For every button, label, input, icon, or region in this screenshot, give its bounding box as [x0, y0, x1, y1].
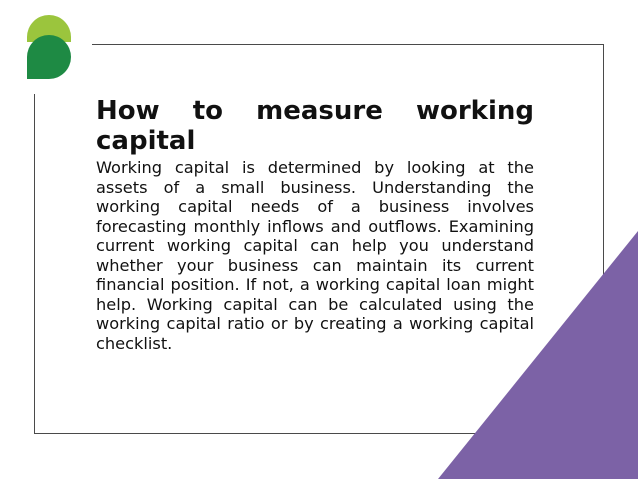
slide-body-text: Working capital is determined by looking at the assets of a small business. Understanding the working capital needs of a business involves forecasting monthly inflows and outflows. Examining current working capital can help you understand whether your business can maintain its current financial position. If not, a working capital loan might help. Working capital can be calculated using the working capital ratio or by creating a working capital checklist. — [96, 158, 534, 353]
slide-title: How to measure working capital — [96, 96, 534, 156]
logo-leaf-dark — [27, 35, 71, 79]
slide-content — [96, 96, 534, 353]
logo-icon — [24, 12, 74, 82]
